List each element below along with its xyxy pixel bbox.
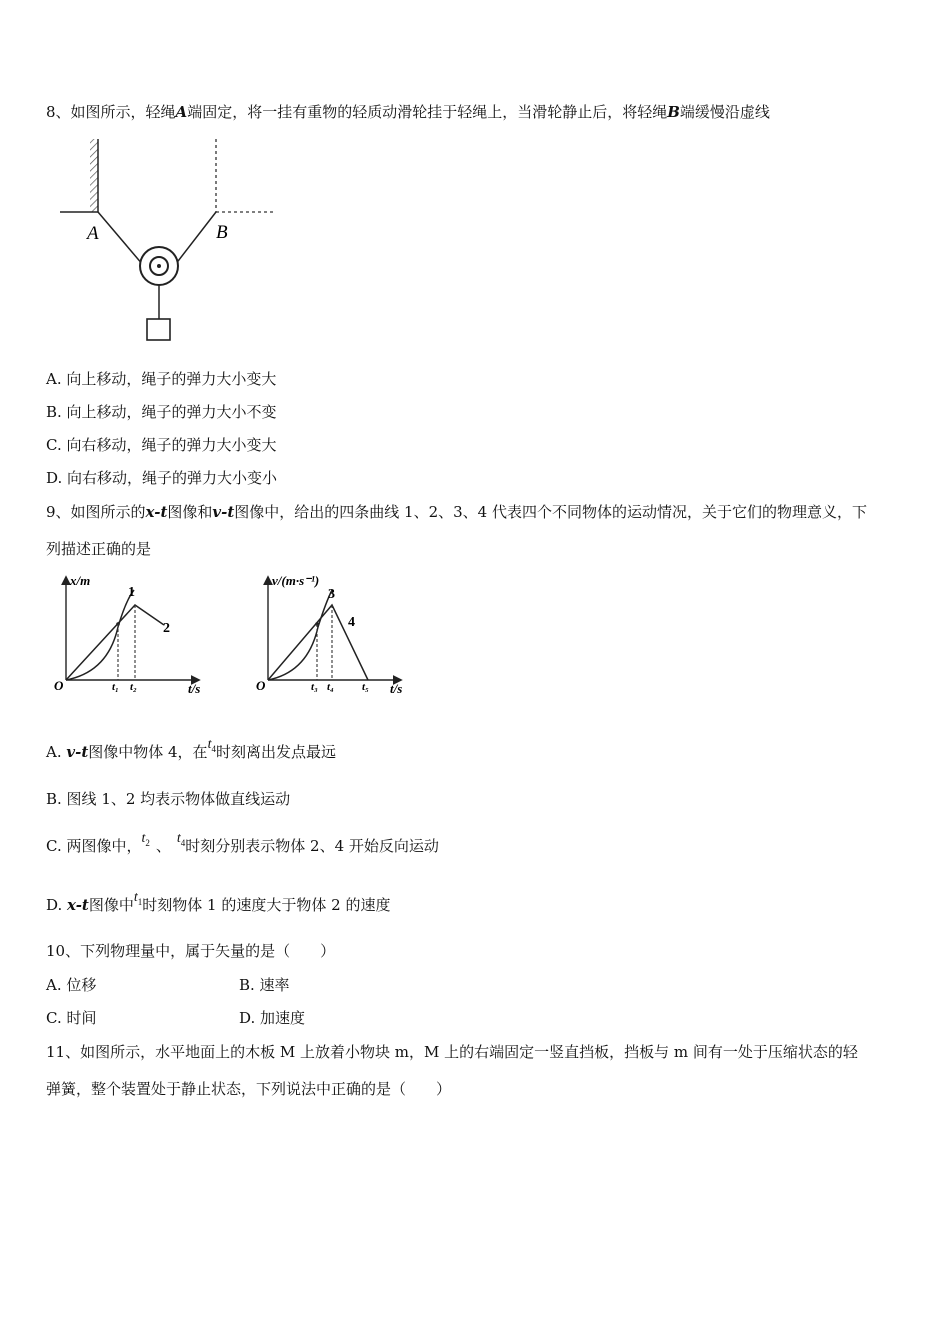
t-subscript: 4 (180, 837, 186, 848)
q9-option-d-text: 图像中 (88, 896, 134, 914)
q9-stem-vt: v-t (212, 503, 235, 521)
t-subscript: 1 (137, 896, 143, 907)
xt-tick-t1: t₁ (112, 681, 119, 693)
q9-option-d-text: 时刻物体 1 的速度大于物体 2 的速度 (142, 896, 391, 914)
t-symbol: t (176, 831, 181, 846)
t-symbol: t (207, 737, 212, 752)
q9-option-d-text: D. (46, 896, 68, 914)
q9-option-a-t4 (208, 737, 216, 752)
q8-pulley-figure (55, 135, 285, 347)
rope-left (98, 212, 143, 265)
q10-stem: 10、下列物理量中，属于矢量的是（ ） (46, 942, 336, 960)
q8-stem-text: 8、如图所示，轻绳 (46, 103, 176, 121)
vt-label-3: 3 (328, 587, 335, 602)
q8-option-b[interactable]: B. 向上移动，绳子的弹力大小不变 (46, 403, 277, 421)
q10-option-a[interactable]: A. 位移 (46, 976, 97, 994)
q9-stem-xt: x-t (145, 503, 168, 521)
q9-stem-text: 9、如图所示的 (46, 503, 146, 521)
xt-label-2: 2 (163, 621, 170, 636)
xt-ylabel: x/m (70, 573, 91, 588)
t-symbol: t (141, 831, 146, 846)
q9-option-a[interactable] (46, 737, 336, 768)
t-subscript: 2 (145, 837, 150, 848)
xt-origin: O (54, 678, 64, 693)
q10-option-d[interactable]: D. 加速度 (239, 1009, 306, 1027)
xt-curve-1 (66, 590, 134, 680)
q9-option-c-t4 (177, 831, 185, 846)
q9-option-b[interactable]: B. 图线 1、2 均表示物体做直线运动 (46, 790, 291, 808)
q9-option-d[interactable] (46, 890, 391, 921)
q9-vt-graph (250, 572, 425, 698)
q11-stem-line2: 弹簧，整个装置处于静止状态，下列说法中正确的是（ ） (46, 1080, 452, 1098)
vt-ylabel: v/(m·s⁻¹) (272, 573, 320, 588)
t-subscript: 4 (211, 743, 216, 754)
label-b: B (216, 222, 228, 243)
q9-option-c-text: C. 两图像中， (46, 837, 142, 855)
q9-option-c-t2 (141, 831, 149, 846)
xt-tick-t2: t₂ (130, 681, 137, 693)
q10-option-b[interactable]: B. 速率 (239, 976, 290, 994)
vt-tick-t4: t₄ (327, 681, 334, 693)
q9-stem-text: 图像中，给出的四条曲线 1、2、3、4 代表四个不同物体的运动情况，关于它们的物理意义，下 (234, 503, 867, 521)
q8-stem-text: 端缓慢沿虚线 (679, 103, 770, 121)
q9-option-a-text: A. (46, 743, 67, 761)
q8-option-d[interactable]: D. 向右移动，绳子的弹力大小变小 (46, 469, 278, 487)
q9-option-a-text: 时刻离出发点最远 (215, 743, 336, 761)
q9-option-c-text: 时刻分别表示物体 2、4 开始反向运动 (185, 837, 439, 855)
vt-origin: O (256, 678, 266, 693)
q9-option-c[interactable] (46, 831, 439, 862)
q8-stem-end-b: B (667, 103, 680, 121)
q9-option-a-text: 图像中物体 4，在 (88, 743, 208, 761)
q8-option-a[interactable]: A. 向上移动，绳子的弹力大小变大 (46, 370, 277, 388)
q11-stem-line1: 11、如图所示，水平地面上的木板 M 上放着小物块 m，M 上的右端固定一竖直挡板，挡板与 m 间有一处于压缩状态的轻 (46, 1043, 858, 1061)
q9-option-d-t1 (134, 890, 142, 905)
q9-option-d-xt: x-t (67, 896, 89, 914)
q8-stem-text: 端固定，将一挂有重物的轻质动滑轮挂于轻绳上，当滑轮静止后，将轻绳 (187, 103, 668, 121)
vt-tick-t5: t₅ (362, 681, 369, 693)
q9-option-a-vt: v-t (66, 743, 89, 761)
wall-hatch (90, 139, 98, 212)
q10-option-c[interactable]: C. 时间 (46, 1009, 97, 1027)
vt-label-4: 4 (348, 615, 355, 630)
q9-stem-text: 图像和 (167, 503, 213, 521)
t-symbol: t (133, 890, 138, 905)
vt-tick-t3: t₃ (311, 681, 318, 693)
xt-curve-2 (66, 605, 164, 680)
pulley-axle (157, 264, 161, 268)
rope-right (175, 212, 216, 265)
label-a: A (87, 223, 99, 244)
xt-xlabel: t/s (188, 681, 201, 696)
q8-option-c[interactable]: C. 向右移动，绳子的弹力大小变大 (46, 436, 277, 454)
q8-stem (46, 102, 770, 122)
q9-option-c-sep: 、 (155, 837, 171, 855)
xt-label-1: 1 (128, 585, 135, 600)
q9-stem-line2: 列描述正确的是 (46, 540, 152, 558)
vt-curve-3 (268, 590, 332, 680)
q9-xt-graph (48, 572, 223, 698)
vt-xlabel: t/s (390, 681, 403, 696)
weight-block (147, 319, 170, 340)
q9-stem (46, 502, 867, 522)
q8-stem-end-a: A (175, 103, 188, 121)
